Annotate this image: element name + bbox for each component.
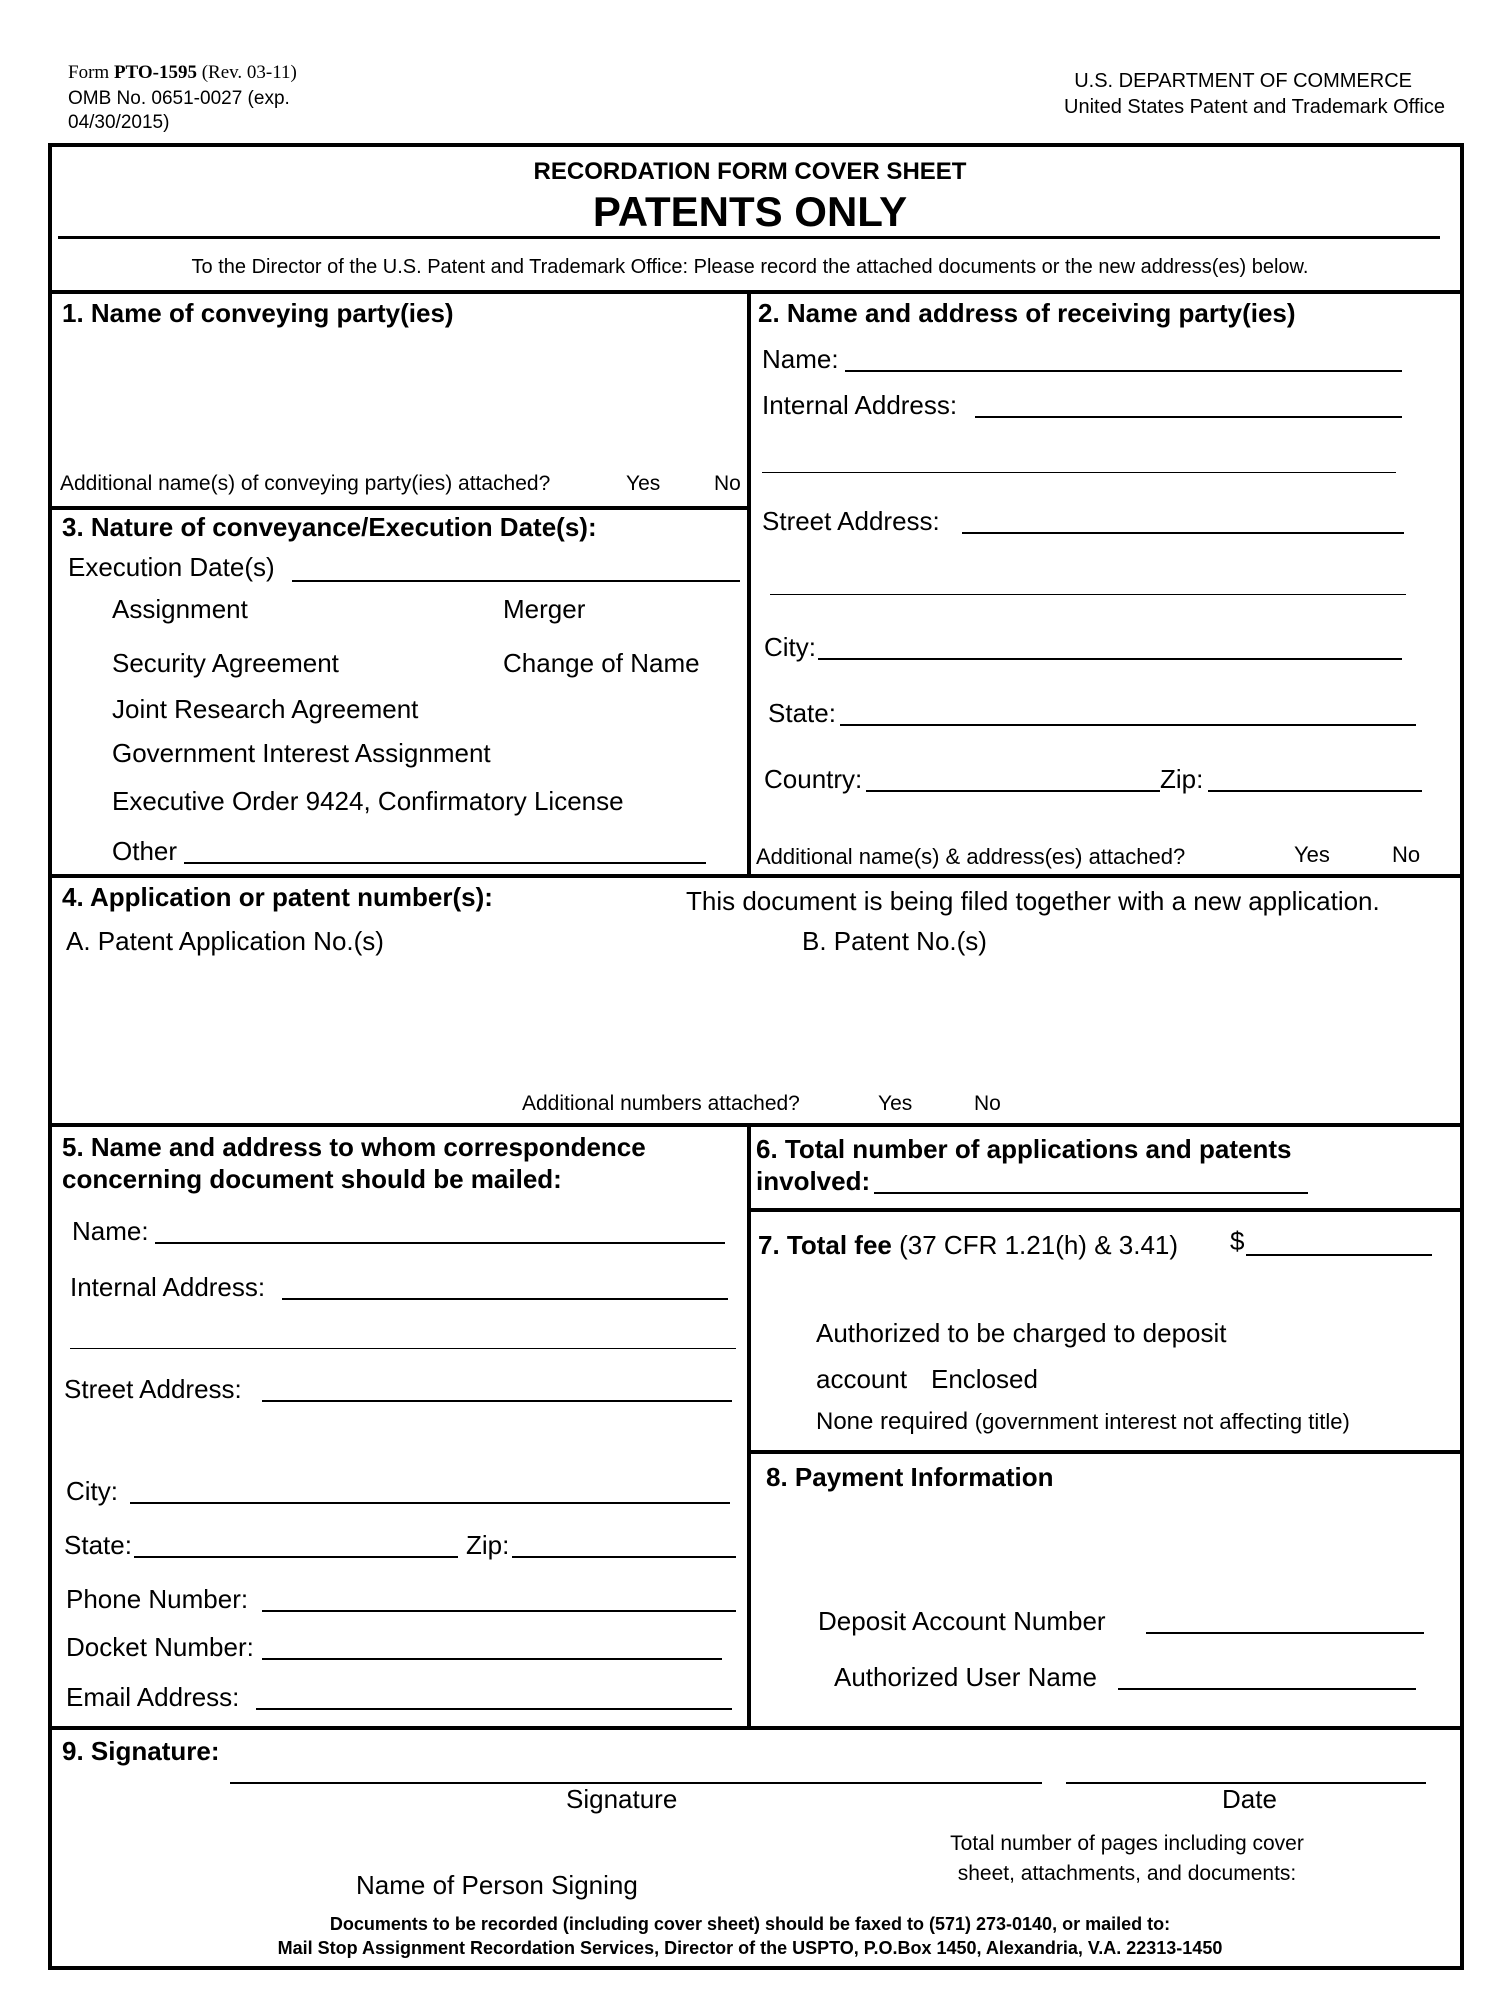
sec7-enclosed-option[interactable]: Enclosed: [931, 1364, 1038, 1394]
sec5-street-label: Street Address:: [64, 1374, 242, 1404]
sec7-deposit-option-line1[interactable]: Authorized to be charged to deposit: [816, 1318, 1227, 1348]
form-rev: (Rev. 03-11): [201, 62, 297, 83]
sec4-patent-input[interactable]: [802, 964, 1450, 1074]
sec7-none-required-option[interactable]: None required: [816, 1408, 969, 1435]
sec2-city-label: City:: [764, 632, 816, 662]
sec3-other-line: [184, 862, 706, 864]
sec6-total-line: [874, 1192, 1308, 1194]
sec3-assignment-option[interactable]: Assignment: [112, 594, 248, 624]
sec3-exec-date-label: Execution Date(s): [68, 552, 275, 582]
form-id: [68, 62, 297, 84]
sec6-heading-line1: 6. Total number of applications and patents: [756, 1134, 1292, 1164]
sec5-phone-line: [262, 1610, 736, 1612]
sec5-state-line: [134, 1556, 458, 1558]
sec2-internal-line: [975, 416, 1402, 418]
sec5-email-line: [256, 1708, 732, 1710]
sec2-name-line: [845, 370, 1402, 372]
omb-line1: OMB No. 0651-0027 (exp.: [68, 88, 290, 109]
sec5-phone-input[interactable]: [265, 1582, 741, 1610]
signature-label: Signature: [566, 1784, 678, 1814]
sec5-heading-line1: 5. Name and address to whom correspondence: [62, 1132, 646, 1162]
sec4-yes-option[interactable]: Yes: [878, 1092, 913, 1115]
sec5-zip-label: Zip:: [466, 1530, 510, 1560]
sec5-phone-label: Phone Number:: [66, 1584, 249, 1614]
sec7-none-required-note: (government interest not affecting title): [974, 1409, 1350, 1434]
footer-line2: Mail Stop Assignment Recordation Services, Director of the USPTO, P.O.Box 1450, Alexandria, V.A. 22313-1450: [277, 1938, 1223, 1958]
sec7-cfr: (37 CFR 1.21(h) & 3.41): [899, 1230, 1179, 1260]
sec5-docket-label: Docket Number:: [66, 1632, 254, 1662]
sec8-deposit-line: [1146, 1632, 1424, 1634]
sec2-internal-line2: [762, 472, 1396, 473]
sec7-fee-line: [1246, 1254, 1432, 1256]
sec7-heading-row: [758, 1230, 1178, 1261]
sec4-new-app-option[interactable]: This document is being filed together with a new application.: [686, 886, 1380, 916]
sec8-heading: 8. Payment Information: [766, 1462, 1054, 1492]
sec8-deposit-input[interactable]: [1149, 1604, 1429, 1632]
sec4-additional-label: Additional numbers attached?: [522, 1092, 800, 1115]
form-prefix: Form: [68, 62, 110, 83]
divider-sec4: [48, 874, 1464, 878]
divider-col-top: [747, 290, 751, 876]
sec8-auth-user-input[interactable]: [1121, 1660, 1421, 1688]
sec1-additional-label: Additional name(s) of conveying party(ies) attached?: [60, 472, 551, 495]
sec5-internal-line: [282, 1298, 728, 1300]
sec5-city-line: [130, 1502, 730, 1504]
title-rule: [58, 236, 1440, 239]
sec5-state-label: State:: [64, 1530, 132, 1560]
sec3-change-name-option[interactable]: Change of Name: [503, 648, 700, 678]
sec1-heading: 1. Name of conveying party(ies): [62, 298, 454, 328]
sec2-state-label: State:: [768, 698, 836, 728]
sec7-none-required-row[interactable]: [816, 1408, 1350, 1436]
sec7-deposit-option-line2[interactable]: account: [816, 1364, 908, 1394]
form-title-line1: RECORDATION FORM COVER SHEET: [533, 158, 967, 185]
divider-sec9: [48, 1726, 1464, 1730]
footer-line1: Documents to be recorded (including cover sheet) should be faxed to (571) 273-0140, or mailed to:: [329, 1914, 1171, 1934]
sec1-no-option[interactable]: No: [714, 472, 741, 495]
sec5-state-input[interactable]: [137, 1528, 463, 1556]
sec6-heading-line2: involved:: [756, 1166, 871, 1196]
form-title-line2: PATENTS ONLY: [592, 188, 908, 235]
sec2-additional-label: Additional name(s) & address(es) attached?: [756, 844, 1186, 869]
sec5-internal-input2[interactable]: [72, 1320, 740, 1348]
omb-line2: 04/30/2015): [68, 112, 170, 133]
sec2-country-label: Country:: [764, 764, 863, 794]
sec2-country-line: [866, 790, 1160, 792]
sec2-internal-label: Internal Address:: [762, 390, 958, 420]
sec4-application-input[interactable]: [66, 964, 754, 1074]
conveying-party-input[interactable]: [62, 340, 740, 460]
divider-sec7-sec8: [747, 1450, 1464, 1454]
sec3-other-input[interactable]: [187, 834, 711, 862]
instruction: To the Director of the U.S. Patent and Trademark Office: Please record the attached documents or the new address(es) below.: [191, 256, 1309, 278]
sec3-joint-option[interactable]: Joint Research Agreement: [112, 694, 419, 724]
sec3-executive-option[interactable]: Executive Order 9424, Confirmatory License: [112, 786, 624, 816]
sec2-zip-label: Zip:: [1160, 764, 1204, 794]
sec2-heading: 2. Name and address of receiving party(ies): [758, 298, 1296, 328]
sec2-internal-input2[interactable]: [764, 444, 1400, 472]
sec7-fee-input[interactable]: [1249, 1226, 1437, 1254]
sec3-heading: 3. Nature of conveyance/Execution Date(s):: [62, 512, 597, 542]
sec4-heading: 4. Application or patent number(s):: [62, 882, 493, 912]
sec2-street-label: Street Address:: [762, 506, 940, 536]
sec2-country-input[interactable]: [869, 762, 1165, 790]
sec1-yes-option[interactable]: Yes: [626, 472, 661, 495]
sec5-name-input[interactable]: [158, 1214, 730, 1242]
sec2-state-input[interactable]: [843, 696, 1421, 724]
sec2-state-line: [840, 724, 1416, 726]
sec3-other-option[interactable]: Other: [112, 836, 178, 866]
sec2-street-line: [962, 532, 1404, 534]
sec7-dollar-sign: $: [1230, 1226, 1245, 1256]
divider-col-bottom: [747, 1123, 751, 1729]
divider-top: [48, 290, 1464, 294]
sec8-auth-user-line: [1118, 1688, 1416, 1690]
sec5-docket-input[interactable]: [265, 1630, 727, 1658]
sec4-b-label: B. Patent No.(s): [802, 926, 987, 956]
sec2-zip-input[interactable]: [1211, 762, 1427, 790]
sec3-merger-option[interactable]: Merger: [503, 594, 586, 624]
sec5-zip-line: [512, 1556, 736, 1558]
sec5-street-line: [262, 1400, 732, 1402]
sec5-zip-input[interactable]: [515, 1528, 741, 1556]
sec5-email-label: Email Address:: [66, 1682, 240, 1712]
pages-label-line1: Total number of pages including cover: [950, 1832, 1304, 1855]
sec5-name-line: [155, 1242, 725, 1244]
sec5-docket-line: [262, 1658, 722, 1660]
sec3-exec-date-line: [292, 580, 740, 582]
name-signing-label: Name of Person Signing: [356, 1870, 638, 1900]
divider-sec6-sec7: [747, 1208, 1464, 1212]
sec8-auth-user-label: Authorized User Name: [834, 1662, 1097, 1692]
sec5-email-input[interactable]: [259, 1680, 737, 1708]
sec2-name-label: Name:: [762, 344, 839, 374]
sec8-deposit-label: Deposit Account Number: [818, 1606, 1106, 1636]
sec3-security-option[interactable]: Security Agreement: [112, 648, 339, 678]
sec2-name-input[interactable]: [848, 342, 1406, 370]
sec5-internal-input[interactable]: [285, 1270, 733, 1298]
sec5-street-input[interactable]: [265, 1372, 737, 1400]
department: U.S. DEPARTMENT OF COMMERCE: [1074, 70, 1412, 92]
sec2-street-input[interactable]: [965, 504, 1409, 532]
sec9-heading: 9. Signature:: [62, 1736, 220, 1766]
sec2-no-option[interactable]: No: [1392, 842, 1421, 867]
sec2-yes-option[interactable]: Yes: [1294, 842, 1330, 867]
sec5-heading-line2: concerning document should be mailed:: [62, 1164, 562, 1194]
sec5-internal-label: Internal Address:: [70, 1272, 266, 1302]
sec2-street-input2[interactable]: [772, 566, 1410, 594]
pages-label-line2: sheet, attachments, and documents:: [957, 1862, 1297, 1885]
sec2-city-line: [818, 658, 1402, 660]
sec5-city-label: City:: [66, 1476, 118, 1506]
sec5-internal-line2: [70, 1348, 736, 1349]
date-input[interactable]: [1070, 1752, 1430, 1780]
sec4-a-label: A. Patent Application No.(s): [66, 926, 384, 956]
date-label: Date: [1222, 1784, 1277, 1814]
sec2-street-line2: [770, 594, 1406, 595]
divider-sec5: [48, 1123, 1464, 1127]
sec3-exec-date-input[interactable]: [295, 552, 745, 580]
office: United States Patent and Trademark Office: [1064, 96, 1445, 118]
sec2-zip-line: [1208, 790, 1422, 792]
form-number: PTO-1595: [113, 62, 197, 83]
divider-sec1-sec3: [48, 506, 749, 510]
sec2-internal-input[interactable]: [978, 388, 1406, 416]
sec4-no-option[interactable]: No: [974, 1092, 1001, 1115]
sec2-city-input[interactable]: [821, 630, 1407, 658]
sec5-city-input[interactable]: [133, 1474, 735, 1502]
sec3-government-option[interactable]: Government Interest Assignment: [112, 738, 491, 768]
sec5-name-label: Name:: [72, 1216, 149, 1246]
signature-input[interactable]: [234, 1752, 1046, 1780]
sec7-heading: 7. Total fee: [758, 1230, 892, 1260]
sec6-total-input[interactable]: [877, 1164, 1313, 1192]
